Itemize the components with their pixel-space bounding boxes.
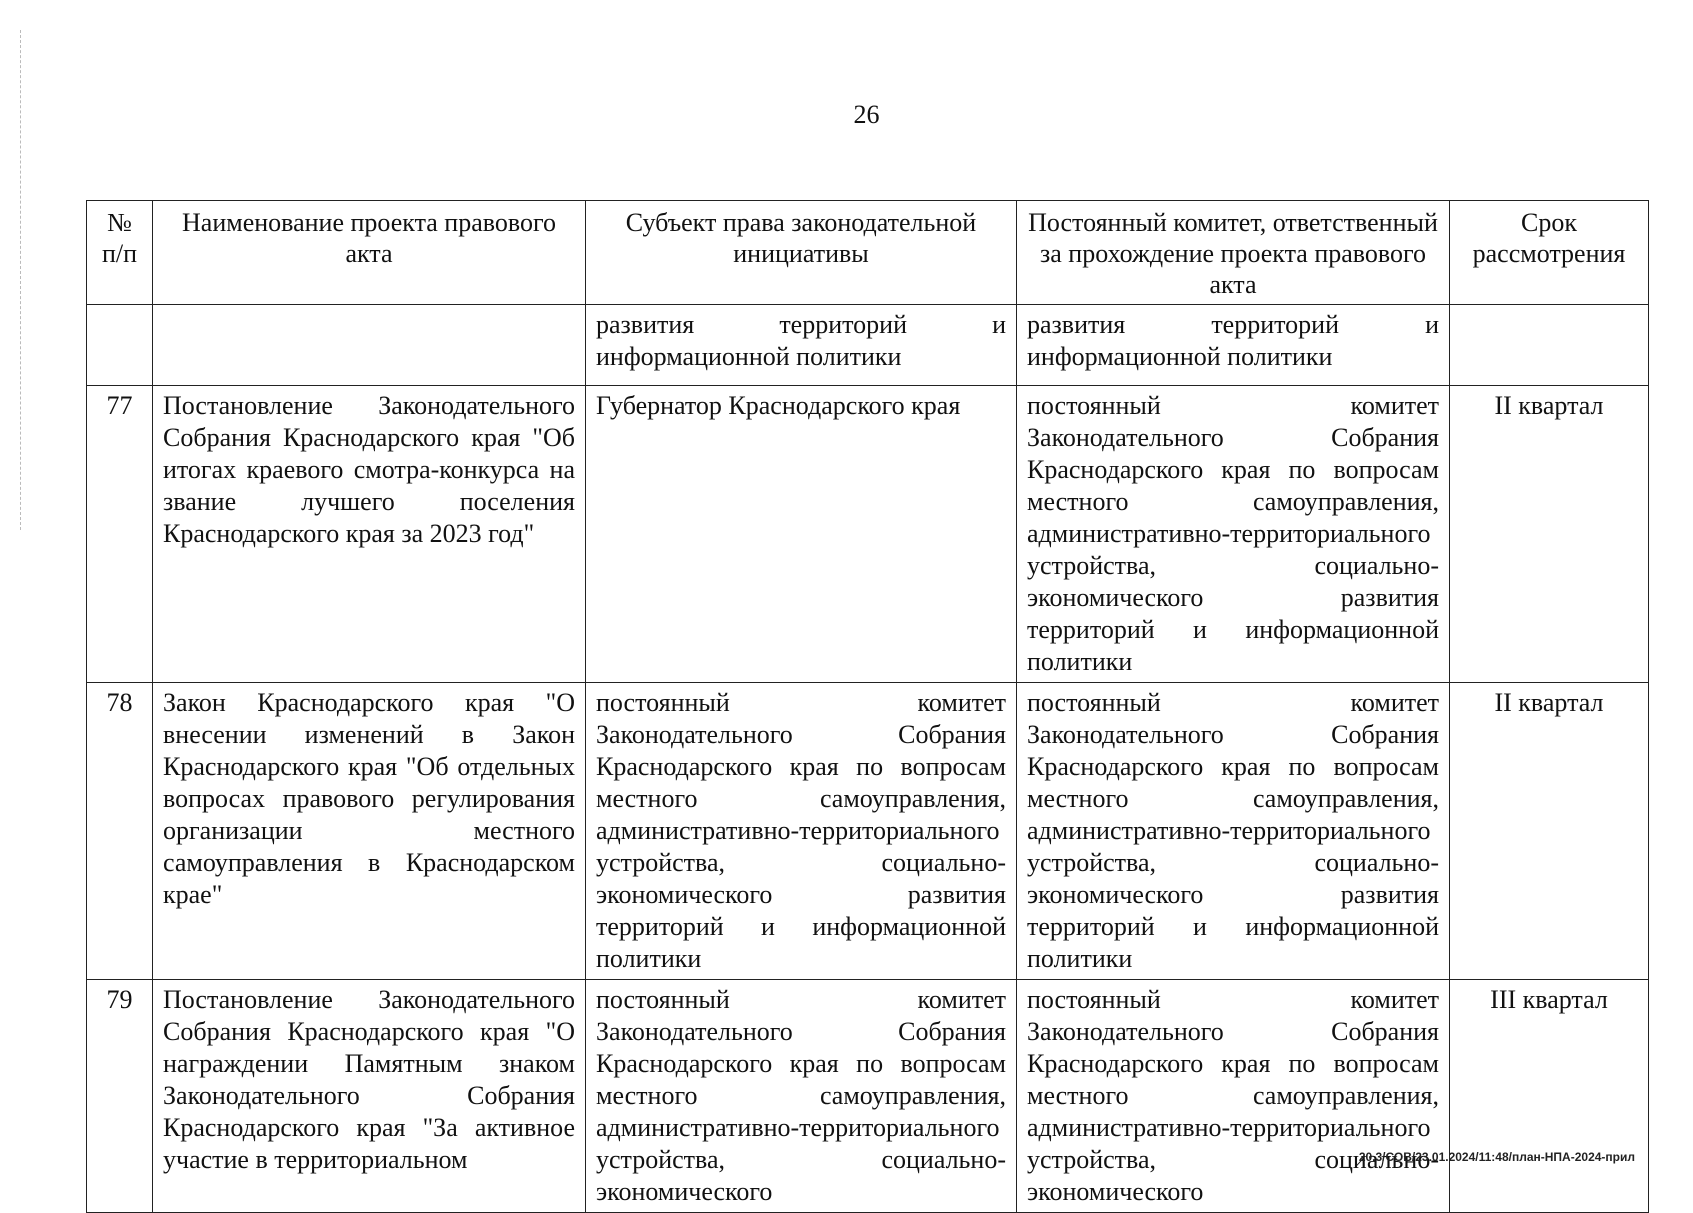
cell-term: III квартал <box>1450 980 1649 1213</box>
cell-committee: постоянный комитет Законодательного Собрания Краснодарского края по вопросам местного самоуправления, административно-территориального устройства, социально-экономического развития территорий и информационной политики <box>1017 683 1450 980</box>
cell-subject: Губернатор Краснодарского края <box>586 386 1017 683</box>
cell-term: II квартал <box>1450 683 1649 980</box>
legislative-plan-table <box>86 200 1649 1213</box>
cell-subject: постоянный комитет Законодательного Собрания Краснодарского края по вопросам местного самоуправления, административно-территориального устройства, социально-экономического развития территорий и информационной политики <box>586 683 1017 980</box>
header-committee: Постоянный комитет, ответственный за прохождение проекта правового акта <box>1017 201 1450 305</box>
table-row <box>87 386 1649 683</box>
cell-term: II квартал <box>1450 386 1649 683</box>
cell-term <box>1450 305 1649 386</box>
table-row-continuation <box>87 305 1649 386</box>
header-term: Срок рассмотрения <box>1450 201 1649 305</box>
header-no: № п/п <box>87 201 153 305</box>
table-row <box>87 980 1649 1213</box>
cell-no: 78 <box>87 683 153 980</box>
cell-name: Постановление Законодательного Собрания Краснодарского края "Об итогах краевого смотра-конкурса на звание лучшего поселения Краснодарского края за 2023 год" <box>153 386 586 683</box>
table-row <box>87 683 1649 980</box>
cell-name <box>153 305 586 386</box>
table-header-row <box>87 201 1649 305</box>
document-stamp: 20.3/СОВ/23.01.2024/11:48/план-НПА-2024-прил <box>1358 1150 1635 1164</box>
cell-name: Закон Краснодарского края "О внесении изменений в Закон Краснодарского края "Об отдельных вопросах правового регулирования организации местного самоуправления в Краснодарском крае" <box>153 683 586 980</box>
cell-no: 79 <box>87 980 153 1213</box>
cell-subject: постоянный комитет Законодательного Собрания Краснодарского края по вопросам местного самоуправления, административно-территориального устройства, социально-экономического <box>586 980 1017 1213</box>
cell-no: 77 <box>87 386 153 683</box>
cell-subject: развития территорий и информационной политики <box>586 305 1017 386</box>
cell-committee: постоянный комитет Законодательного Собрания Краснодарского края по вопросам местного самоуправления, административно-территориального устройства, социально-экономического развития территорий и информационной политики <box>1017 386 1450 683</box>
header-name: Наименование проекта правового акта <box>153 201 586 305</box>
header-subject: Субъект права законодательной инициативы <box>586 201 1017 305</box>
cell-name: Постановление Законодательного Собрания Краснодарского края "О награждении Памятным знаком Законодательного Собрания Краснодарского края "За активное участие в территориальном <box>153 980 586 1213</box>
cell-committee: развития территорий и информационной политики <box>1017 305 1450 386</box>
cell-no <box>87 305 153 386</box>
page-number: 26 <box>853 100 880 129</box>
cell-committee: постоянный комитет Законодательного Собрания Краснодарского края по вопросам местного самоуправления, административно-территориального устройства, социально-экономического <box>1017 980 1450 1213</box>
